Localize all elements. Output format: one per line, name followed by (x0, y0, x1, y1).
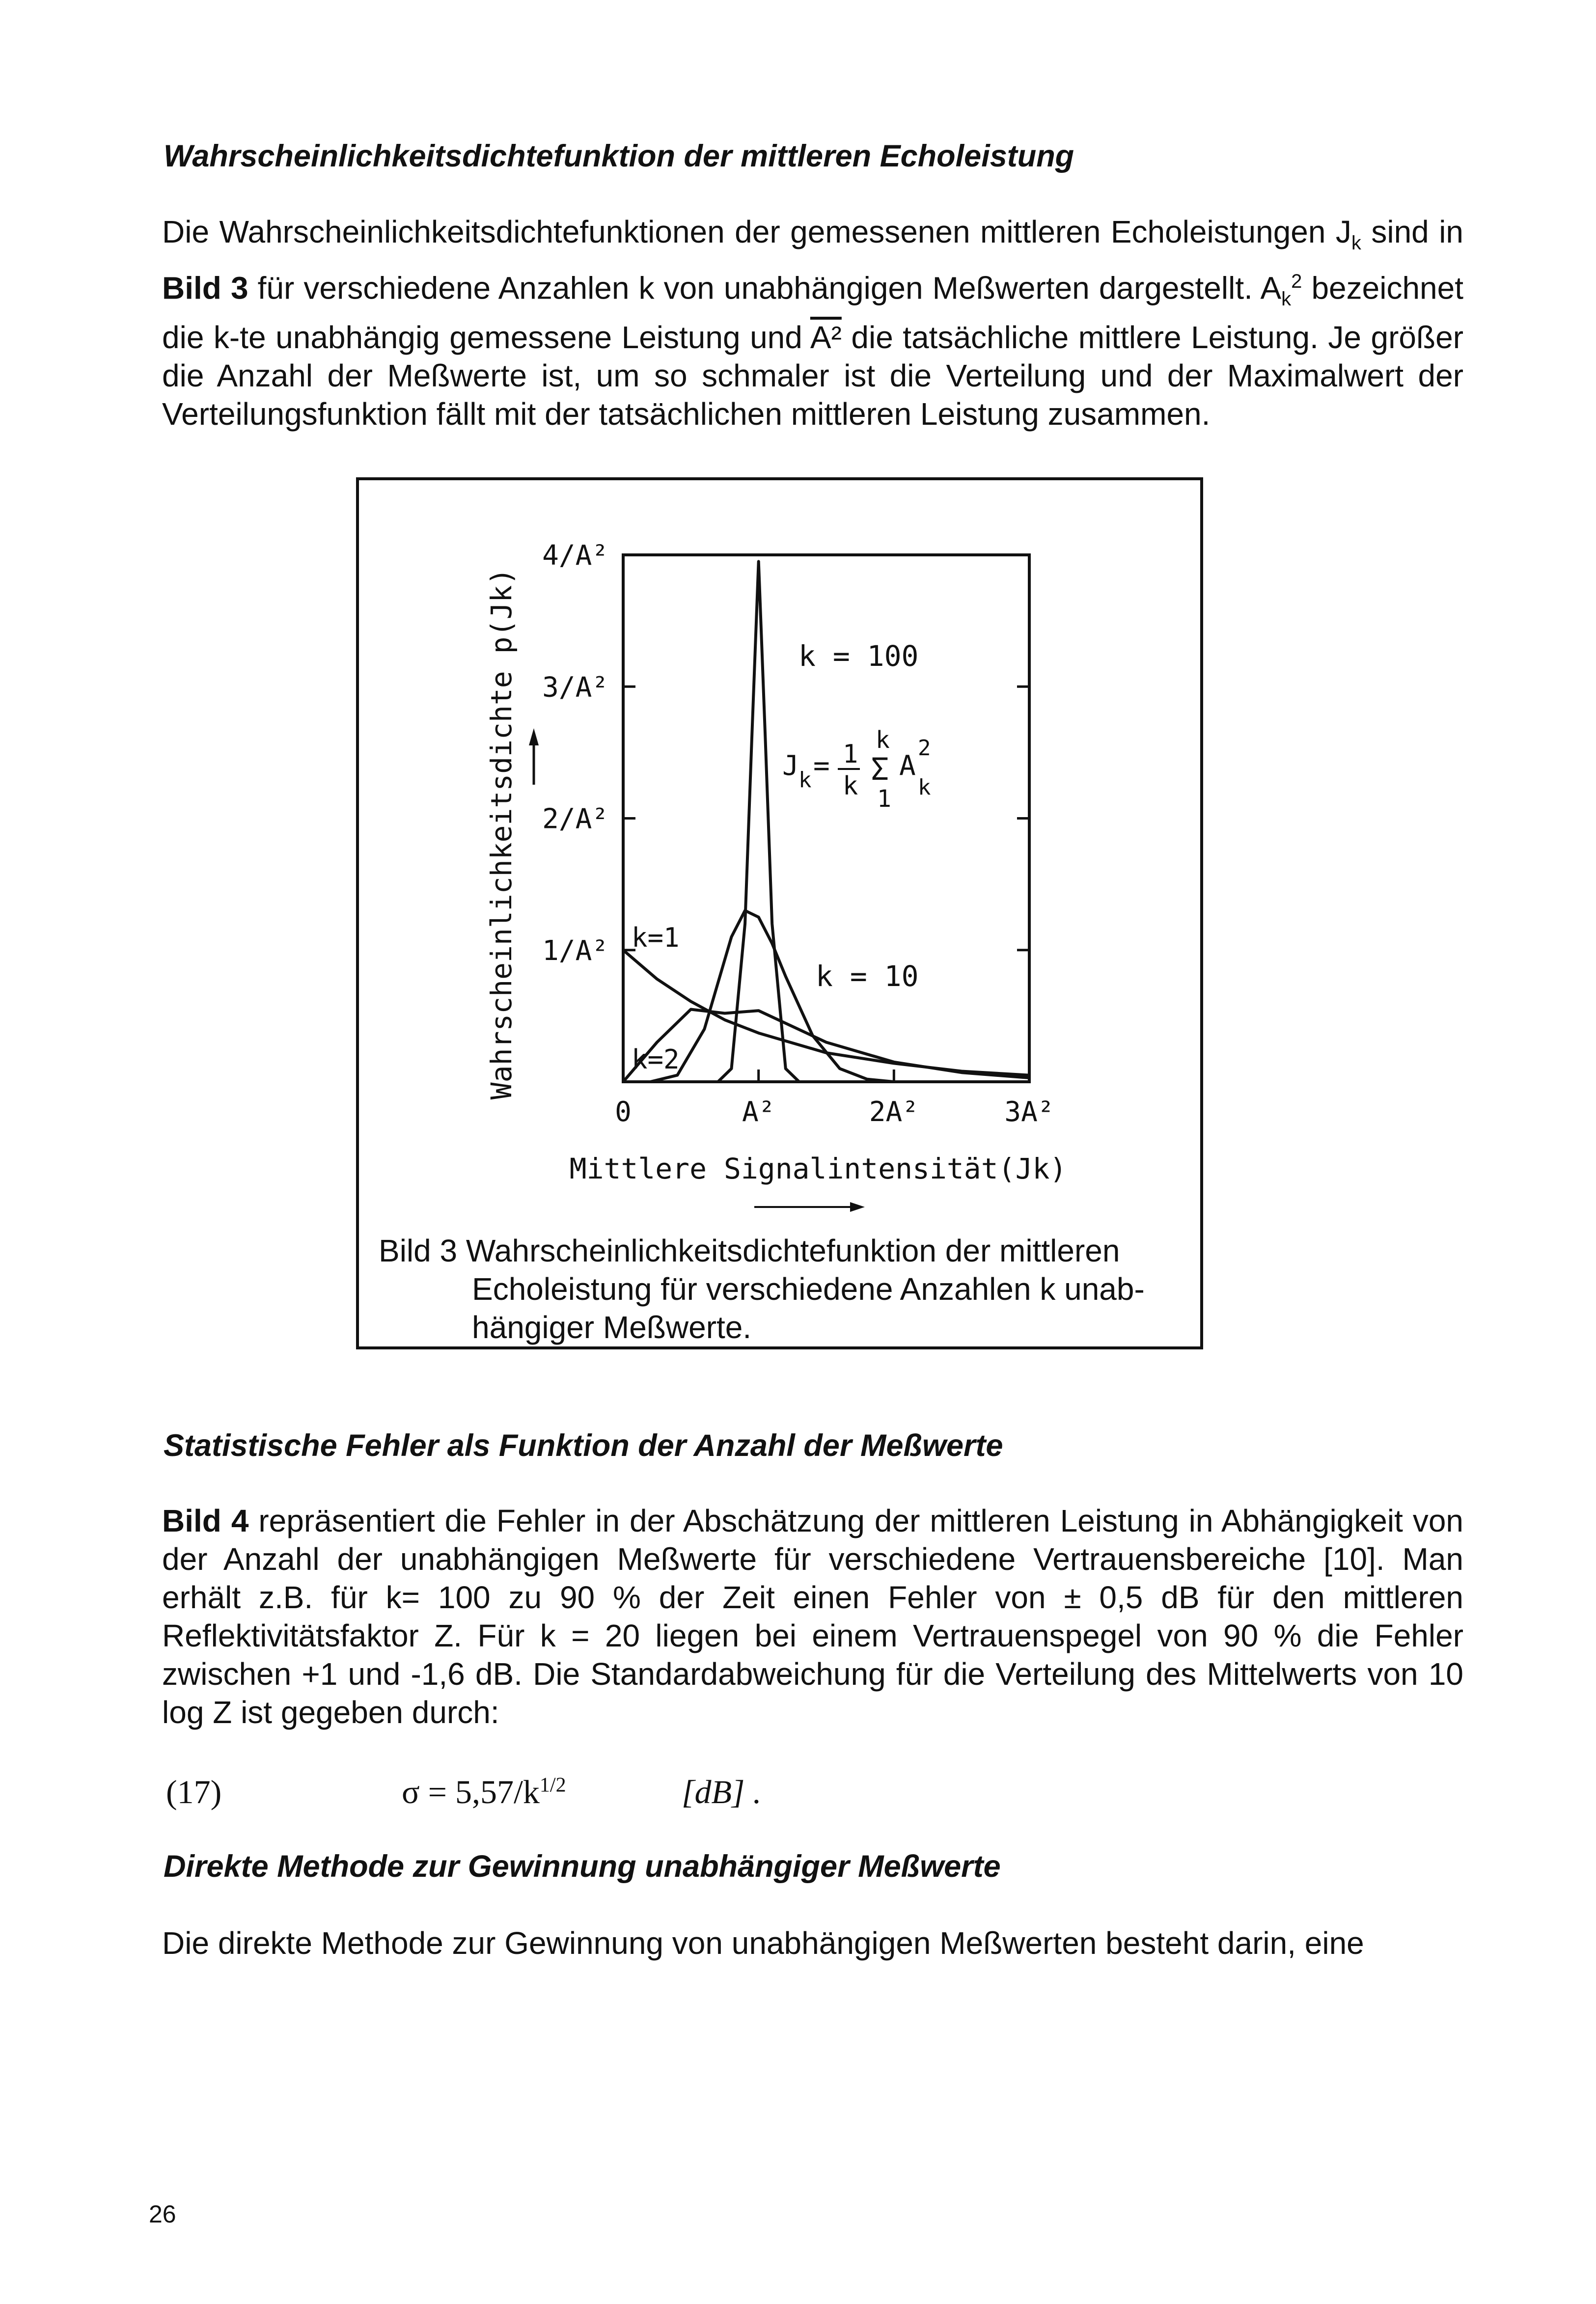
curve-k100 (718, 561, 799, 1082)
text-span: repräsentiert die Fehler in der Abschätzung der mittleren Leistung in Abhängigkeit von der Anzahl der unabhängigen Meßwerte für verschiedene Vertrauensbereiche [10]. Man erhält z.B. für k= 100 zu 90 % der Zeit einen Fehler von ± 0,5 dB für den mittleren Reflektivitätsfaktor Z. Für k = 20 liegen bei einem Vertrauenspegel von 90 % die Fehler zwischen +1 und -1,6 dB. Die Standardabweichung für die Verteilung des Mittelwerts von 10 log Z ist gegeben durch: (162, 1503, 1464, 1730)
x-tick-label: 0 (615, 1096, 632, 1128)
x-tick-label: 3A² (1004, 1096, 1054, 1128)
equation-number: (17) (166, 1773, 222, 1810)
caption-line: hängiger Meßwerte. (472, 1310, 752, 1345)
figure-reference: Bild 4 (162, 1503, 249, 1538)
formula-eq: = (813, 750, 830, 782)
formula-sum: Σ (871, 751, 889, 787)
formula-term-sub: k (918, 775, 931, 800)
subscript: k (1281, 288, 1292, 310)
caption-line: Bild 3 Wahrscheinlichkeitsdichtefunktion der mittleren (379, 1233, 1120, 1268)
caption-line: Echoleistung für verschiedene Anzahlen k unab- (472, 1271, 1145, 1307)
x-axis-label: Mittlere Signalintensität(Jk) (569, 1152, 1067, 1185)
paragraph-3: Die direkte Methode zur Gewinnung von unabhängigen Meßwerten besteht darin, eine (162, 1925, 1364, 1961)
formula-num: 1 (843, 740, 858, 769)
annotation-k100: k = 100 (798, 639, 919, 673)
formula-sum-top: k (876, 726, 890, 754)
equation-body: σ = 5,57/k (402, 1773, 540, 1810)
text-span: sind in (1361, 214, 1463, 249)
plot-frame (623, 555, 1029, 1082)
superscript: 2 (1291, 270, 1302, 292)
overlined-symbol: A² (810, 319, 842, 355)
x-tick-label: 2A² (869, 1096, 919, 1128)
figure-caption (379, 1232, 1184, 1346)
annotation-k2: k=2 (632, 1044, 680, 1075)
formula-lhs: J (782, 750, 799, 782)
equation-exponent: 1/2 (539, 1774, 566, 1797)
section-heading-2: Statistische Fehler als Funktion der Anzahl der Meßwerte (164, 1428, 1003, 1463)
section-heading-1: Wahrscheinlichkeitsdichtefunktion der mittleren Echoleistung (164, 139, 1074, 173)
annotation-k10: k = 10 (816, 960, 919, 993)
y-tick-label: 3/A² (542, 671, 608, 704)
formula-term: A (899, 750, 916, 782)
formula-term-sup: 2 (918, 736, 931, 761)
subscript: k (1351, 232, 1361, 254)
paragraph-2 (162, 1502, 1463, 1731)
text-span: Die Wahrscheinlichkeitsdichtefunktionen der gemessenen mittleren Echoleistungen J (162, 214, 1351, 249)
annotation-k1: k=1 (632, 922, 680, 953)
text-span: die tatsächliche mittlere Leistung. Je größer die Anzahl der Meßwerte ist, um so schmaler ist die Verteilung und der Maximalwert der Verteilungsfunktion fällt mit der tatsächlichen mittleren Leistung zusammen. (162, 319, 1463, 432)
equation-unit: [dB] . (682, 1773, 762, 1810)
formula-sum-bottom: 1 (877, 785, 891, 813)
density-chart (359, 480, 1200, 1217)
x-axis-arrowhead (850, 1202, 865, 1212)
y-axis-label: Wahrscheinlichkeitsdichte p(Jk) (485, 568, 518, 1100)
x-tick-label: A² (742, 1096, 775, 1128)
y-axis-arrowhead (529, 728, 539, 745)
section-heading-3: Direkte Methode zur Gewinnung unabhängiger Meßwerte (164, 1849, 1001, 1884)
y-tick-label: 4/A² (542, 540, 608, 572)
equation-expression (402, 1773, 566, 1811)
formula-den: k (843, 771, 858, 801)
paragraph-1 (162, 213, 1463, 433)
y-tick-label: 1/A² (542, 934, 608, 967)
text-span: für verschiedene Anzahlen k von unabhängigen Meßwerten dargestellt. A (248, 270, 1282, 306)
figure-box (356, 477, 1203, 1349)
sum-formula (782, 726, 931, 813)
text-span: bezeichnet die k-te unabhängig gemessene Leistung und (162, 270, 1464, 355)
formula-lhs-sub: k (798, 768, 812, 793)
figure-reference: Bild 3 (162, 270, 248, 306)
y-tick-label: 2/A² (542, 803, 608, 835)
page-number: 26 (149, 2200, 176, 2228)
